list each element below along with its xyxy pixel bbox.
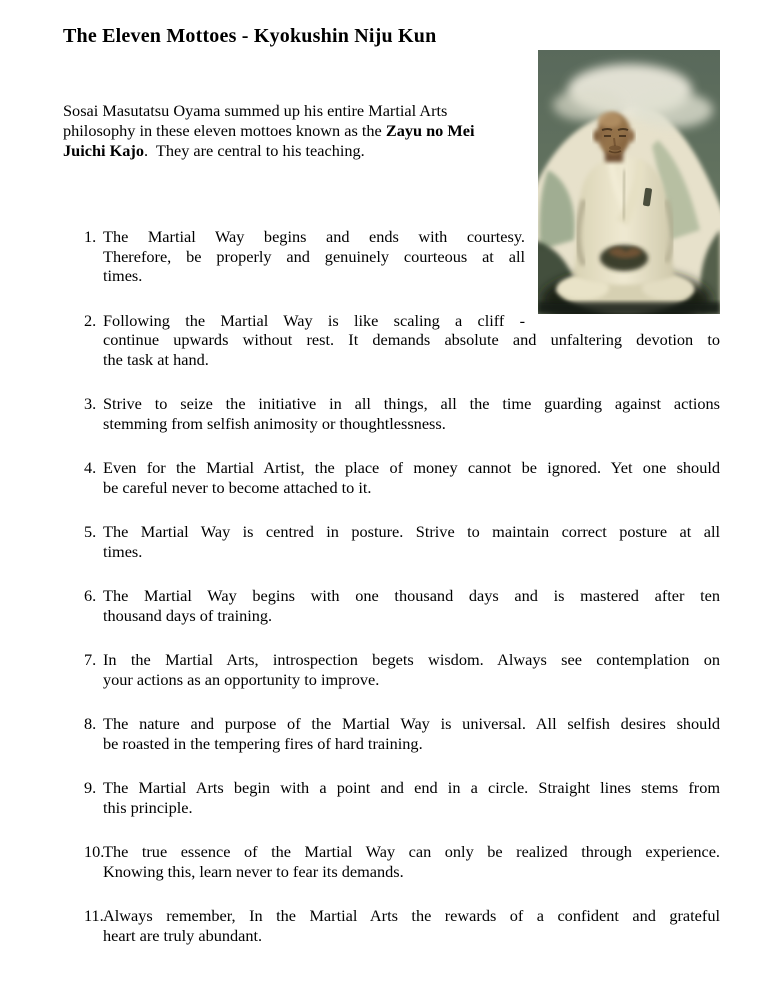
motto-number: 2. [84, 310, 97, 330]
motto-line: stemming from selfish animosity or thoughtlessness. [103, 413, 446, 433]
motto-item-9 [63, 778, 720, 817]
oyama-photo [538, 50, 720, 314]
motto-text: Always remember, In the Martial Arts the rewards of a confident and grateful [103, 906, 720, 925]
motto-number: 1. [84, 227, 97, 246]
motto-line [84, 650, 720, 670]
motto-item-10 [63, 842, 720, 881]
motto-number: 8. [84, 714, 97, 733]
motto-item-3 [63, 394, 720, 433]
motto-line: Therefore, be properly and genuinely courteous at all [103, 246, 525, 266]
motto-text: The Martial Way begins with one thousand days and is mastered after ten [103, 586, 720, 605]
intro-line: Sosai Masutatsu Oyama summed up his entire Martial Arts [63, 101, 448, 120]
motto-number: 4. [84, 458, 97, 477]
motto-text: Following the Martial Way is like scaling a cliff - [103, 310, 525, 330]
motto-number: 7. [84, 650, 97, 669]
motto-line: continue upwards without rest. It demands absolute and unfaltering devotion to [103, 330, 720, 349]
motto-number: 6. [84, 586, 97, 605]
intro-text: philosophy in these eleven mottoes known as the [63, 121, 386, 140]
motto-line: this principle. [103, 797, 193, 817]
mottoes-list [63, 227, 720, 945]
motto-item-11 [63, 906, 720, 945]
motto-text: The Martial Way begins and ends with courtesy. [103, 227, 525, 246]
motto-line [84, 522, 720, 542]
motto-line: heart are truly abundant. [103, 925, 263, 945]
oyama-photo-graphic [538, 50, 720, 314]
page-title: The Eleven Mottoes - Kyokushin Niju Kun [63, 25, 437, 47]
motto-item-2 [63, 311, 720, 370]
motto-line [84, 394, 720, 414]
motto-number: 9. [84, 778, 97, 797]
motto-number: 5. [84, 522, 97, 541]
motto-item-6 [63, 586, 720, 625]
motto-line: thousand days of training. [103, 605, 273, 625]
motto-line [84, 778, 720, 798]
motto-line: be roasted in the tempering fires of hard training. [103, 733, 423, 753]
intro-bold-term: Juichi Kajo [63, 141, 144, 160]
motto-line [84, 906, 720, 926]
motto-text: The true essence of the Martial Way can only be realized through experience. [103, 842, 720, 861]
motto-line [84, 586, 720, 606]
motto-line: the task at hand. [103, 349, 209, 369]
motto-line: Knowing this, learn never to fear its demands. [103, 861, 404, 881]
motto-line [84, 714, 720, 734]
motto-item-5 [63, 522, 720, 561]
motto-line: times. [103, 266, 143, 285]
motto-line: your actions as an opportunity to improve. [103, 669, 380, 689]
motto-line [84, 458, 720, 478]
motto-item-8 [63, 714, 720, 753]
motto-text: The Martial Arts begin with a point and end in a circle. Straight lines stems from [103, 778, 720, 797]
motto-number: 3. [84, 394, 97, 413]
motto-line: times. [103, 541, 143, 561]
motto-text: Even for the Martial Artist, the place of money cannot be ignored. Yet one should [103, 458, 720, 477]
motto-item-4 [63, 458, 720, 497]
intro-bold-term: Zayu no Mei [385, 121, 475, 140]
motto-text: In the Martial Arts, introspection begets wisdom. Always see contemplation on [103, 650, 720, 669]
motto-number: 10. [84, 842, 105, 861]
motto-line [84, 842, 720, 862]
motto-text: Strive to seize the initiative in all things, all the time guarding against actions [103, 394, 720, 413]
motto-line: be careful never to become attached to it. [103, 477, 372, 497]
intro-text: . They are central to his teaching. [143, 141, 365, 160]
motto-item-7 [63, 650, 720, 689]
motto-text: The Martial Way is centred in posture. Strive to maintain correct posture at all [103, 522, 720, 541]
motto-number: 11. [84, 906, 104, 925]
motto-text: The nature and purpose of the Martial Way is universal. All selfish desires should [103, 714, 720, 733]
